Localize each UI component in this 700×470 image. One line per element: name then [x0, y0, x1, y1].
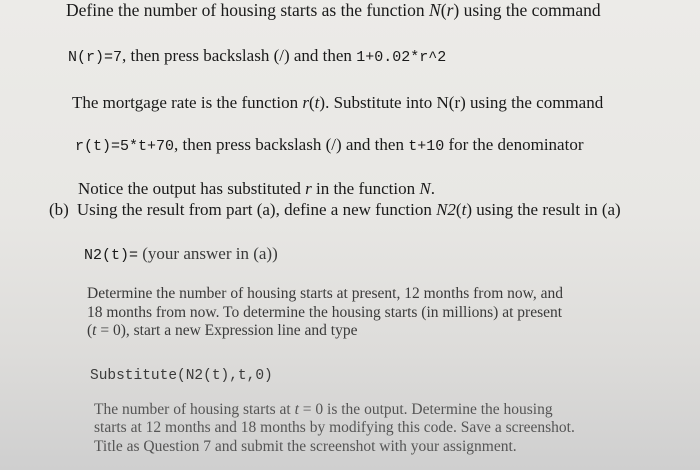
output-line-3: Title as Question 7 and submit the screenshot with your assignment.	[94, 438, 517, 455]
output-text-1: The number of housing starts at	[94, 401, 295, 418]
output-text-2: = 0 is the output. Determine the housing	[298, 401, 553, 418]
determine-line-2: 18 months from now. To determine the housing starts (in millions) at present	[87, 304, 563, 321]
r-denominator-code: t+10	[408, 138, 445, 155]
denominator-text: for the denominator	[444, 135, 584, 154]
define-text: Define the number of housing starts as the function	[66, 0, 430, 20]
r-arg: r	[446, 0, 454, 20]
backslash-text-2: , then press backslash (/) and then	[174, 135, 409, 154]
n2-command-code: N2(t)=	[84, 247, 139, 264]
determine-line-3	[87, 322, 357, 340]
notice-line	[78, 179, 435, 199]
command-text: using the command	[459, 0, 601, 20]
n2-t-arg: t	[461, 200, 467, 219]
define-n-line	[66, 0, 601, 20]
n-command-line	[68, 46, 446, 68]
mortgage-line: The mortgage rate is the function r(t). Substitute into N(r) using the command	[72, 93, 604, 112]
substitute-text: . Substitute into N(r) using the command	[325, 93, 604, 112]
t-var-2: t	[294, 401, 299, 418]
output-line-1	[94, 401, 553, 419]
paren-open: (	[440, 0, 447, 20]
n2-command-line	[84, 244, 278, 266]
backslash-text: , then press backslash (/) and then	[122, 46, 357, 65]
t-arg: t	[314, 93, 320, 112]
your-answer-text: (your answer in (a))	[138, 244, 278, 263]
paren-close: )	[453, 0, 460, 20]
r-command-line	[75, 135, 583, 157]
paren-open-2: (	[87, 322, 93, 339]
part-b-line: (b) Using the result from part (a), define a new function N2(t) using the result in (a)	[49, 200, 621, 219]
n2-func: N2	[436, 200, 456, 219]
in-function-text: in the function	[311, 179, 420, 198]
output-line-2: starts at 12 months and 18 months by modifying this code. Save a screenshot.	[94, 419, 575, 436]
determine-line-1: Determine the number of housing starts at present, 12 months from now, and	[87, 285, 563, 302]
n-var: N	[429, 0, 441, 20]
t-var: t	[92, 322, 97, 339]
n-denominator-code: 1+0.02*r^2	[356, 49, 447, 66]
r-command-code: r(t)=5*t+70	[75, 138, 175, 155]
n-func: N	[419, 179, 431, 198]
period: .	[430, 179, 435, 198]
n-command-code: N(r)=7	[68, 49, 123, 66]
r-func: r	[302, 93, 309, 112]
start-expression-text: = 0), start a new Expression line and type	[96, 322, 358, 339]
part-b-label: (b)	[49, 200, 69, 219]
r-var: r	[305, 179, 312, 198]
part-b-text-2: using the result in (a)	[472, 200, 621, 219]
mortgage-text: The mortgage rate is the function	[72, 93, 303, 112]
substitute-code: Substitute(N2(t),t,0)	[90, 368, 273, 384]
notice-text: Notice the output has substituted	[78, 179, 306, 198]
part-b-text: Using the result from part (a), define a new function	[76, 200, 437, 219]
